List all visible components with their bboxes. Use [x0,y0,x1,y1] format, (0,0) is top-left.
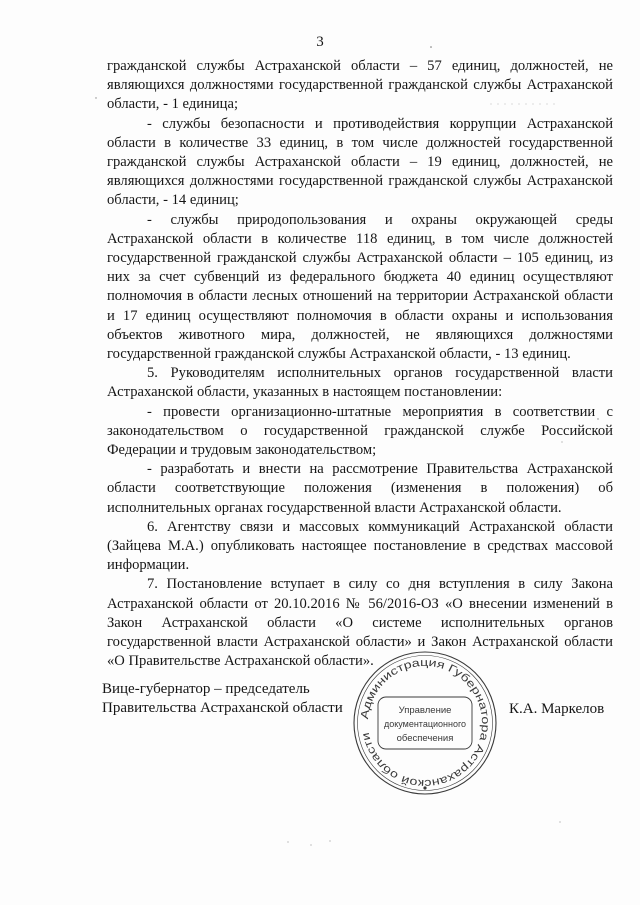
stamp-center-line: обеспечения [396,733,454,744]
signatory-name: К.А. Маркелов [509,701,605,717]
paragraph: 5. Руководителям исполнительных органов государственной власти Астраханской области, указанных в настоящем постановлении: [107,365,613,401]
signatory-position [102,680,343,718]
paragraph: 7. Постановление вступает в силу со дня вступления в силу Закона Астраханской области от 20.10.2016 № 56/2016-ОЗ «О внесении изменений в Закон Астраханской области «О системе исполнительных органов государственной власти Астраханской области» и Закон Астраханской области «О Правительстве Астраханской области». [107,576,613,670]
paragraph: 6. Агентству связи и массовых коммуникаций Астраханской области (Зайцева М.А.) опубликовать настоящее постановление в средствах массовой информации. [107,518,613,574]
page-number: 3 [316,34,324,50]
stamp-ring-text: Администрация Губернатора Астраханской области [359,656,492,790]
signatory-position-line: Вице-губернатор – председатель [102,681,310,697]
paragraph: - провести организационно-штатные мероприятия в соответствии с законодательством о государственной гражданской службе Российской Федерации и трудовым законодательством; [107,403,613,459]
stamp-center-line: документационного [383,719,467,729]
paragraph: гражданской службы Астраханской области – 57 единиц, должностей, не являющихся должностями государственной гражданской службы Астраханской области, - 1 единица; [107,58,613,113]
official-stamp [349,649,501,797]
document-body [107,57,613,672]
paragraph: - разработать и внести на рассмотрение Правительства Астраханской области соответствующие положения (изменения в положения) об исполнительных органах государственной власти Астраханской области. [107,461,613,516]
paragraph: - службы безопасности и противодействия коррупции Астраханской области в количестве 33 единиц, в том числе должностей государственной гражданской службы Астраханской области – 19 единиц, должностей, не являющихся должностями государственной гражданской службы Астраханской области, - 14 единиц; [107,115,613,209]
paragraph: - службы природопользования и охраны окружающей среды Астраханской области в количестве 118 единиц, в том числе должностей государственной гражданской службы Астраханской области – 105 единиц, из них за счет субвенций из федерального бюджета 40 единиц осуществляют полномочия в области лесных отношений на территории Астраханской области и 17 единиц осуществляют полномочия в области охраны и использования объектов животного мира, должностей, не являющихся должностями государственной гражданской службы Астраханской области, - 13 единиц. [107,211,613,363]
signatory-position-line: Правительства Астраханской области [102,700,343,716]
stamp-center-line: Управление [398,705,452,716]
